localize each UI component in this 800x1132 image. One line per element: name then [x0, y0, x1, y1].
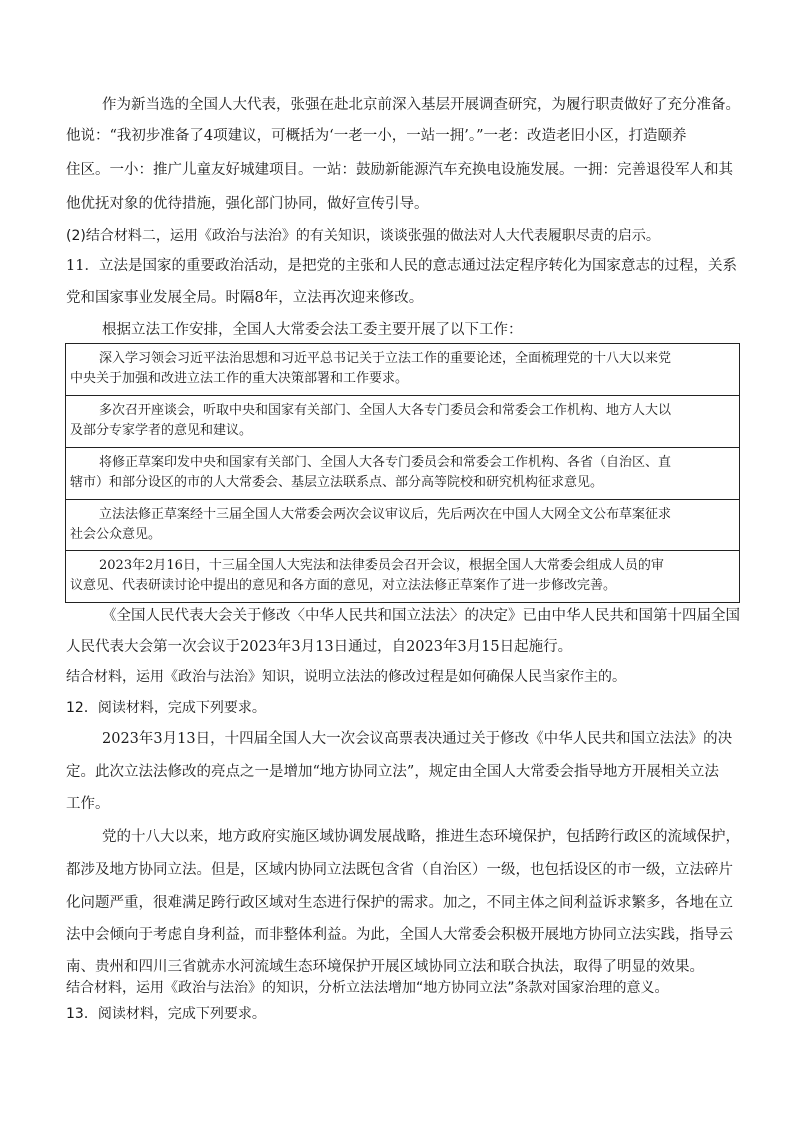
table-intro: 根据立法工作安排，全国人大常委会法工委主要开展了以下工作：	[102, 322, 523, 338]
paragraph-line: 他优抚对象的优待措施，强化部门协同，做好宣传引导。	[66, 196, 429, 212]
paragraph-line: 2023年3月13日，十四届全国人大一次会议高票表决通过关于修改《中华人民共和国立法法》的决	[102, 731, 733, 747]
question-2-prompt: (2)结合材料二，运用《政治与法治》的有关知识，谈谈张强的做法对人大代表履职尽责的启示。	[66, 228, 660, 244]
table-cell-line: 2023年2月16日，十三届全国人大宪法和法律委员会召开会议，根据全国人大常委会组成人员的审	[99, 558, 664, 573]
table-cell-line: 议意见、代表研读讨论中提出的意见和各方面的意见，对立法法修正草案作了进一步修改完善。	[70, 578, 617, 593]
paragraph-line: 作为新当选的全国人大代表，张强在赴北京前深入基层开展调查研究，为履行职责做好了充分准备。	[102, 97, 740, 113]
paragraph-line: 党的十八大以来，地方政府实施区域协调发展战略，推进生态环境保护，包括跨行政区的流域保护，	[102, 829, 740, 845]
question-11-requirement: 结合材料，运用《政治与法治》知识，说明立法法的修改过程是如何确保人民当家作主的。	[66, 669, 626, 685]
paragraph-line: 都涉及地方协同立法。但是，区域内协同立法既包含省（自治区）一级，也包括设区的市一级，立法碎片	[66, 862, 733, 878]
table-cell-line: 立法法修正草案经十三届全国人大常委会两次会议审议后，先后两次在中国人大网全文公布草案征求	[99, 507, 672, 522]
question-11-line: 党和国家事业发展全局。时隔8年，立法再次迎来修改。	[66, 290, 424, 306]
table-cell-line: 多次召开座谈会，听取中央和国家有关部门、全国人大各专门委员会和常委会工作机构、地方人大以	[99, 403, 672, 418]
table-row	[66, 551, 739, 602]
question-11-line: 11．立法是国家的重要政治活动，是把党的主张和人民的意志通过法定程序转化为国家意志的过程，关系	[66, 258, 737, 274]
paragraph-line: 工作。	[66, 796, 110, 812]
question-12-requirement: 结合材料，运用《政治与法治》的知识，分析立法法增加“地方协同立法”条款对国家治理的意义。	[66, 980, 669, 996]
table-cell-line: 社会公众意见。	[70, 527, 162, 542]
table-row	[66, 396, 739, 448]
table-cell-line: 中央关于加强和改进立法工作的重大决策部署和工作要求。	[70, 371, 409, 386]
decision-line: 人民代表大会第一次会议于2023年3月13日通过，自2023年3月15日起施行。	[66, 639, 573, 655]
paragraph-line: 住区。一小：推广儿童友好城建项目。一站：鼓励新能源汽车充换电设施发展。一拥：完善退役军人和其	[66, 162, 733, 178]
paragraph-line: 南、贵州和四川三省就赤水河流域生态环境保护开展区域协同立法和联合执法，取得了明显的效果。	[66, 959, 704, 975]
question-12-heading: 12．阅读材料，完成下列要求。	[66, 700, 266, 716]
table-cell-line: 将修正草案印发中央和国家有关部门、全国人大各专门委员会和常委会工作机构、各省（自治区、直	[99, 455, 672, 470]
paragraph-line: 化问题严重，很难满足跨行政区域对生态进行保护的需求。加之，不同主体之间利益诉求繁多，各地在立	[66, 895, 733, 911]
table-cell-line: 深入学习领会习近平法治思想和习近平总书记关于立法工作的重要论述，全面梳理党的十八大以来党	[99, 351, 672, 366]
table-cell-line: 及部分专家学者的意见和建议。	[70, 423, 253, 438]
table-row	[66, 500, 739, 551]
decision-line: 《全国人民代表大会关于修改〈中华人民共和国立法法〉的决定》已由中华人民共和国第十四届全国	[102, 608, 740, 624]
paragraph-line: 法中会倾向于考虑自身利益，而非整体利益。为此，全国人大常委会积极开展地方协同立法实践，指导云	[66, 927, 733, 943]
table-cell-line: 辖市）和部分设区的市的人大常委会、基层立法联系点、部分高等院校和研究机构征求意见。	[70, 475, 604, 490]
table-row	[66, 448, 739, 500]
table-row	[66, 344, 739, 396]
work-table	[65, 343, 740, 603]
question-13-heading: 13．阅读材料，完成下列要求。	[66, 1006, 266, 1022]
paragraph-line: 他说：“我初步准备了4项建议，可概括为‘一老一小，一站一拥’。”一老：改造老旧小区，打造颐养	[66, 128, 687, 144]
paragraph-line: 定。此次立法法修改的亮点之一是增加“地方协同立法”，规定由全国人大常委会指导地方开展相关立法	[66, 764, 719, 780]
